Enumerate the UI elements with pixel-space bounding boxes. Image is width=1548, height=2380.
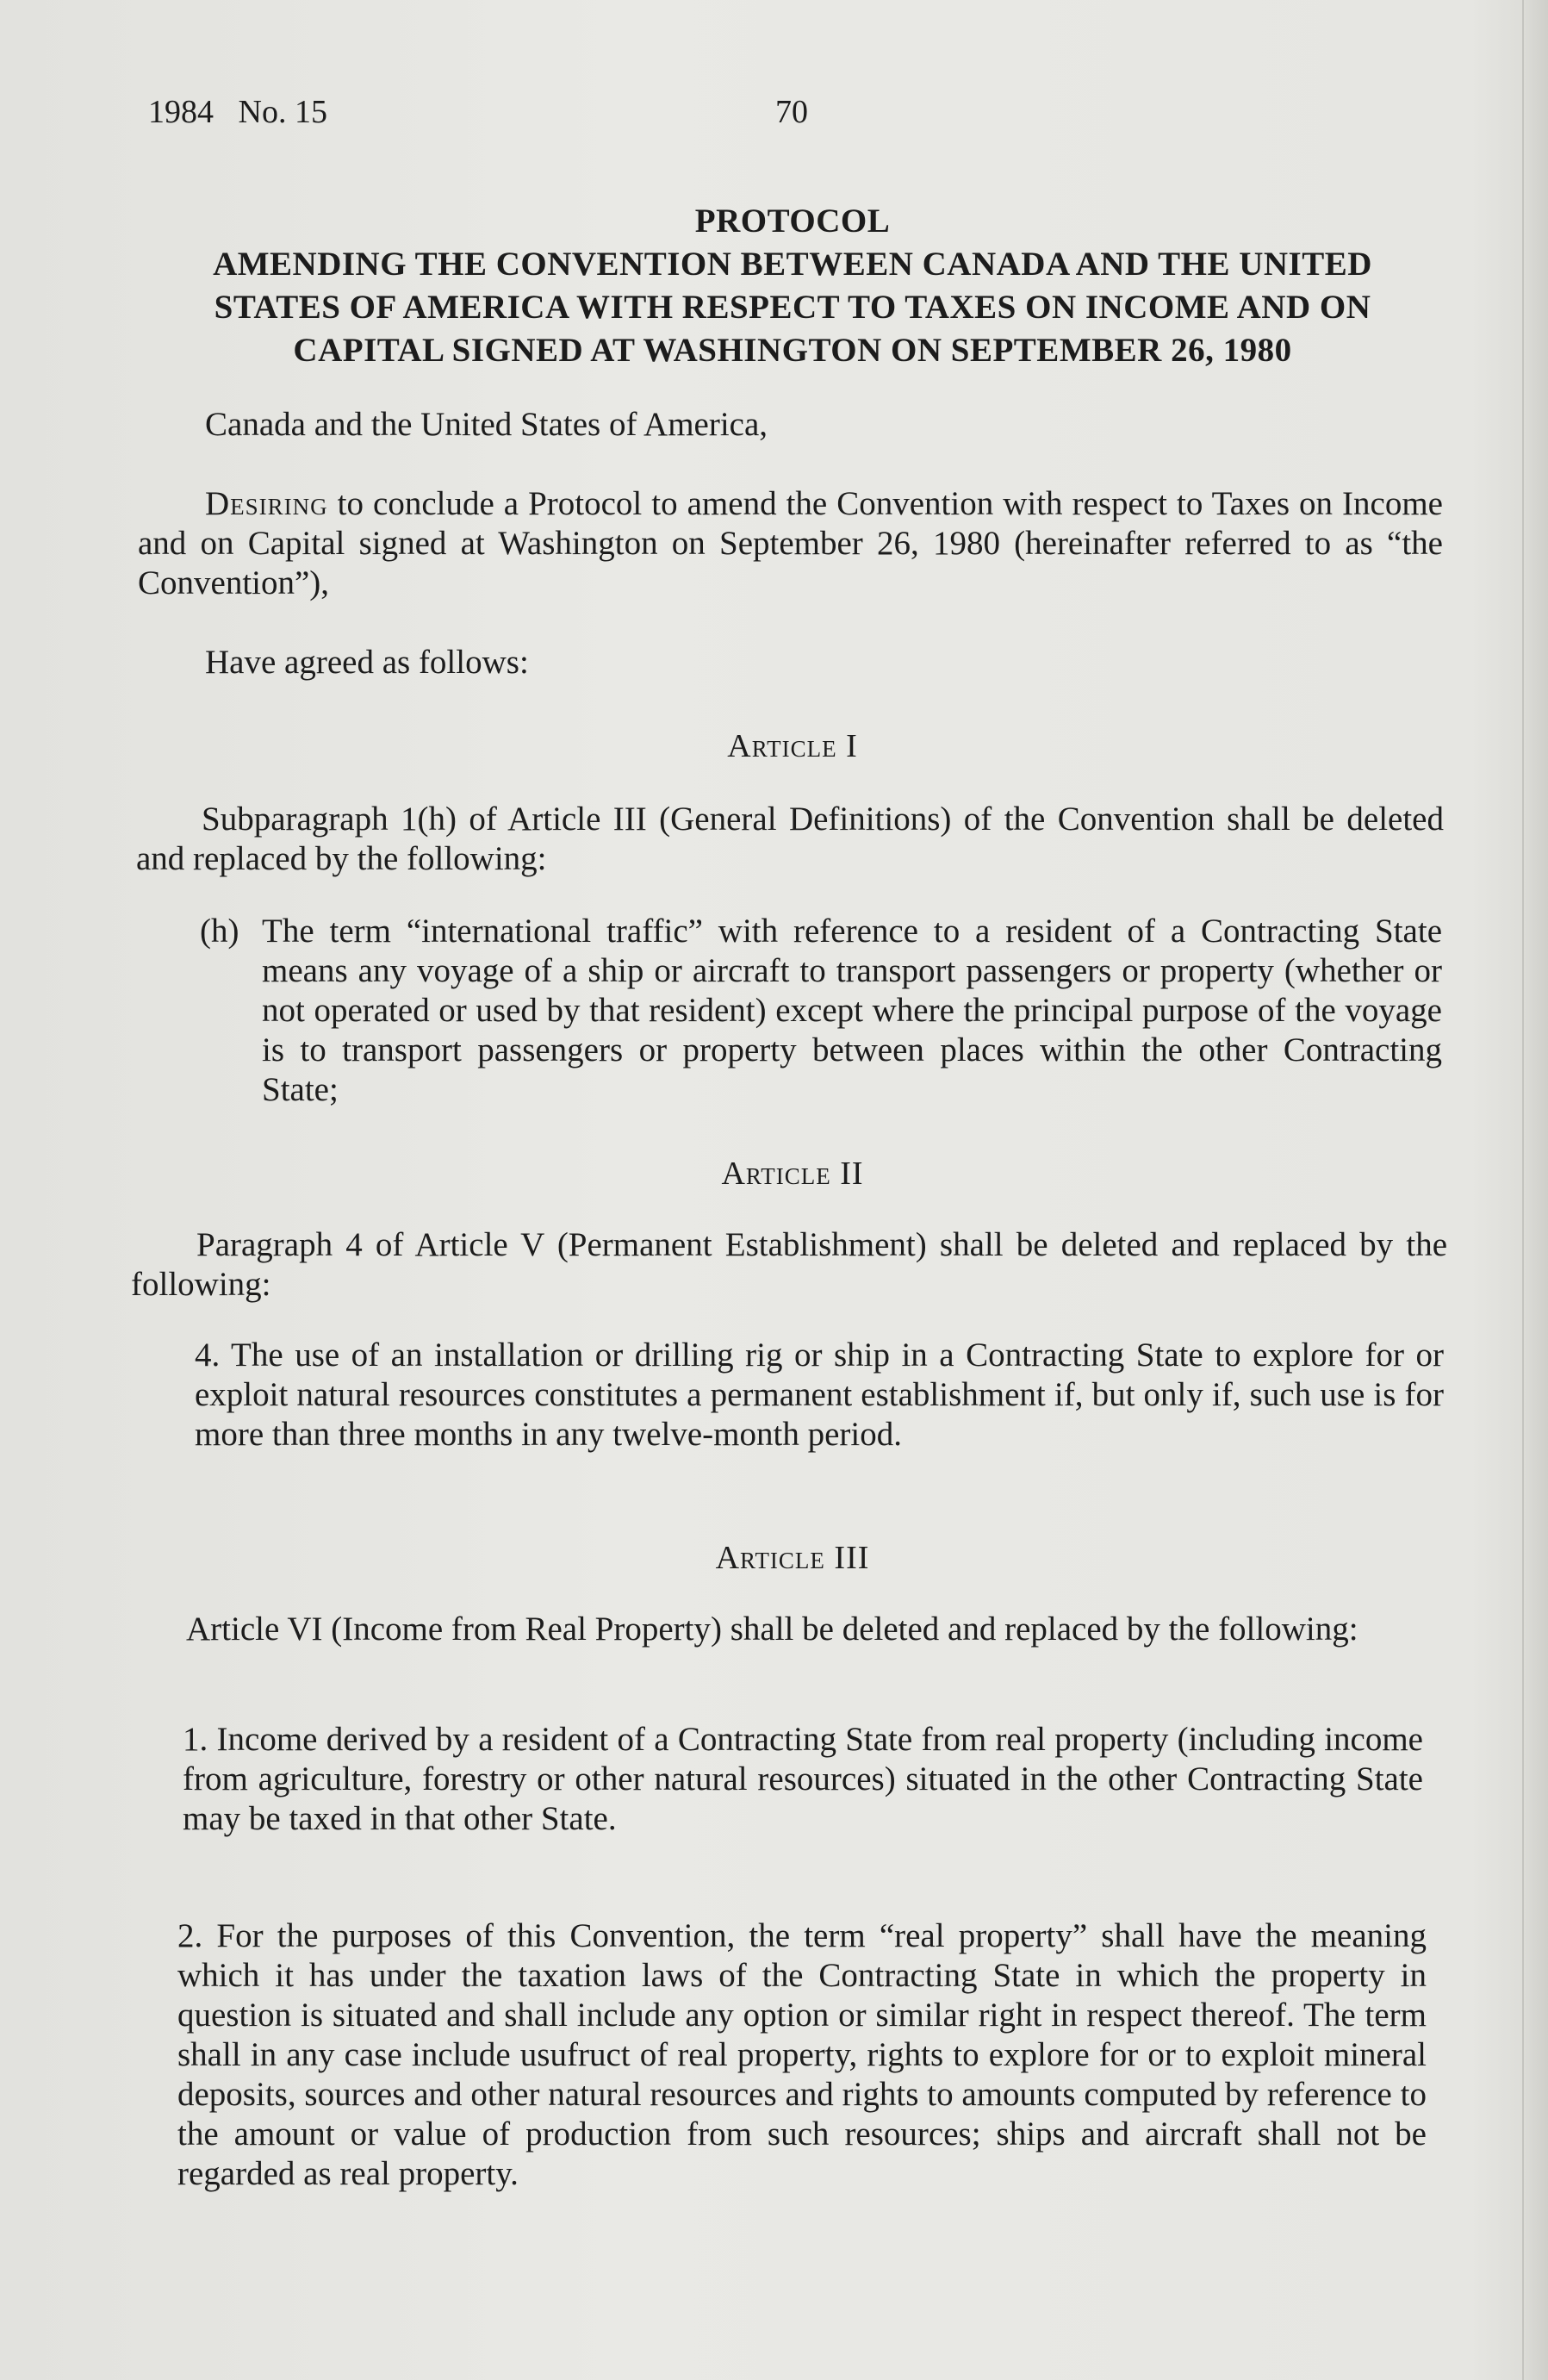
title-amending: AMENDING THE CONVENTION BETWEEN CANADA AND THE UNITED STATES OF AMERICA WITH RESPECT TO TAXES ON INCOME AND ON CAPITAL SIGNED AT WASHINGTON ON SEPTEMBER 26, 1980 <box>213 246 1372 369</box>
desiring-text: to conclude a Protocol to amend the Convention with respect to Taxes on Income and on Capital signed at Washington on September 26, 1980 (hereinafter referred to as “the Convention”), <box>138 485 1443 601</box>
article-3-heading: Article III <box>715 1540 870 1576</box>
preamble-desiring <box>138 484 1443 603</box>
article-3-item-1: 1. Income derived by a resident of a Contracting State from real property (including income from agriculture, forestry or other natural resources) situated in the other Contracting State may be taxed in that other State. <box>183 1721 1423 1837</box>
page-number: 70 <box>775 94 808 130</box>
preamble-parties: Canada and the United States of America, <box>205 406 768 443</box>
year-and-number: 1984 No. 15 <box>148 94 327 130</box>
article-1-item-text: The term “international traffic” with reference to a resident of a Contracting State means any voyage of a ship or aircraft to transport passengers or property (whether or not operated or used by that resident) except where the principal purpose of the voyage is to transport passengers or property between places within the other Contracting State; <box>262 913 1442 1108</box>
article-1-item-label: (h) <box>200 913 239 950</box>
article-3-intro: Article VI (Income from Real Property) shall be deleted and replaced by the following: <box>186 1611 1358 1648</box>
title-protocol: PROTOCOL <box>694 202 891 240</box>
preamble-agreed: Have agreed as follows: <box>205 644 529 681</box>
article-1-intro: Subparagraph 1(h) of Article III (General Definitions) of the Convention shall be deleted and replaced by the following: <box>136 801 1444 877</box>
article-1-heading: Article I <box>727 728 858 764</box>
page-header <box>148 93 1423 145</box>
article-2-item: 4. The use of an installation or drilling rig or ship in a Contracting State to explore for or exploit natural resources constitutes a permanent establishment if, but only if, such use is for more than three months in any twelve-month period. <box>195 1336 1444 1453</box>
page-edge <box>1522 0 1548 2380</box>
desiring-lead: Desiring <box>205 485 328 522</box>
article-2-intro: Paragraph 4 of Article V (Permanent Establishment) shall be deleted and replaced by the following: <box>131 1226 1447 1303</box>
article-2-heading: Article II <box>721 1156 864 1192</box>
article-3-item-2: 2. For the purposes of this Convention, the term “real property” shall have the meaning which it has under the taxation laws of the Contracting State in which the property in question is situated and shall include any option or similar right in respect thereof. The term shall in any case include usufruct of real property, rights to explore for or to exploit mineral deposits, sources and other natural resources and rights to amounts computed by reference to the amount or value of production from such resources; ships and aircraft shall not be regarded as real property. <box>177 1917 1427 2192</box>
